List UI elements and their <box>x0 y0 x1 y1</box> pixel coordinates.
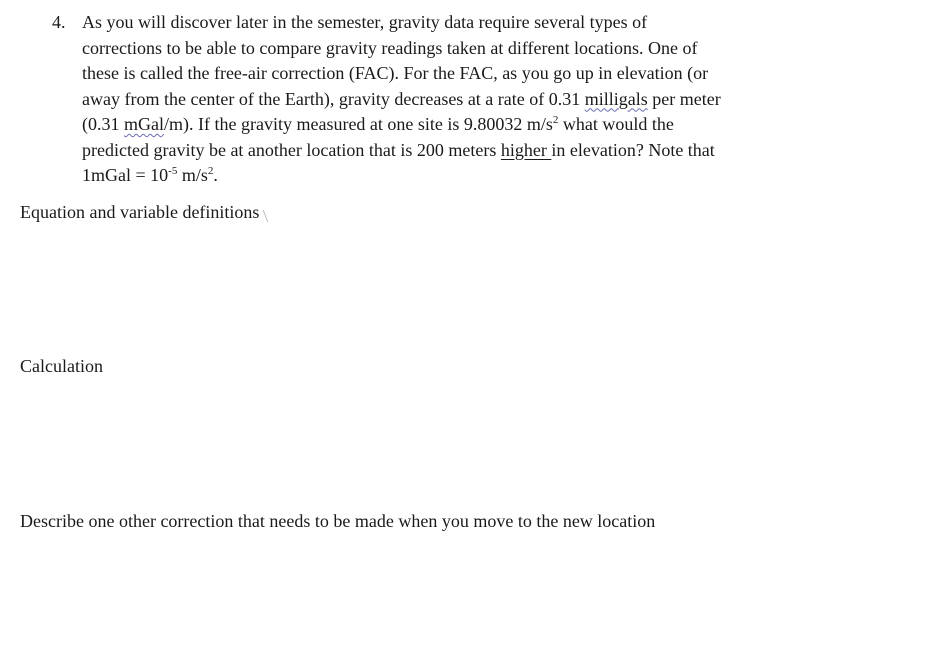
emphasis-underline: higher <box>500 139 552 160</box>
question-line-1: As you will discover later in the semester, gravity data require several types of <box>82 12 648 32</box>
question-line-7: 1mGal = $10^{-5}$ $m/s^2$. <box>82 165 218 185</box>
question-line-2: corrections to be able to compare gravity readings taken at different locations. One of <box>82 37 698 58</box>
equation-section-label: Equation and variable definitions <box>20 202 274 223</box>
spellcheck-underline: mGal <box>124 114 164 134</box>
question-4 <box>52 10 832 189</box>
question-line-5: (0.31 mGal/m). If the gravity measured at one site is 9.80032 $m/s^2$ what would the <box>82 114 674 134</box>
question-line-6: predicted gravity be at another location that is 200 meters higher in elevation? Note that <box>82 139 715 160</box>
question-line-3: these is called the free-air correction (FAC). For the FAC, as you go up in elevation (or <box>82 63 709 83</box>
describe-section-label: Describe one other correction that needs to be made when you move to the new location <box>20 511 656 531</box>
question-number: 4. <box>52 12 66 32</box>
calculation-section-label: Calculation <box>20 356 103 376</box>
text-cursor-icon <box>263 210 276 222</box>
question-line-4: away from the center of the Earth), gravity decreases at a rate of 0.31 milligals per meter <box>82 88 721 109</box>
question-text <box>82 10 832 189</box>
spellcheck-underline: milligals <box>584 88 648 109</box>
